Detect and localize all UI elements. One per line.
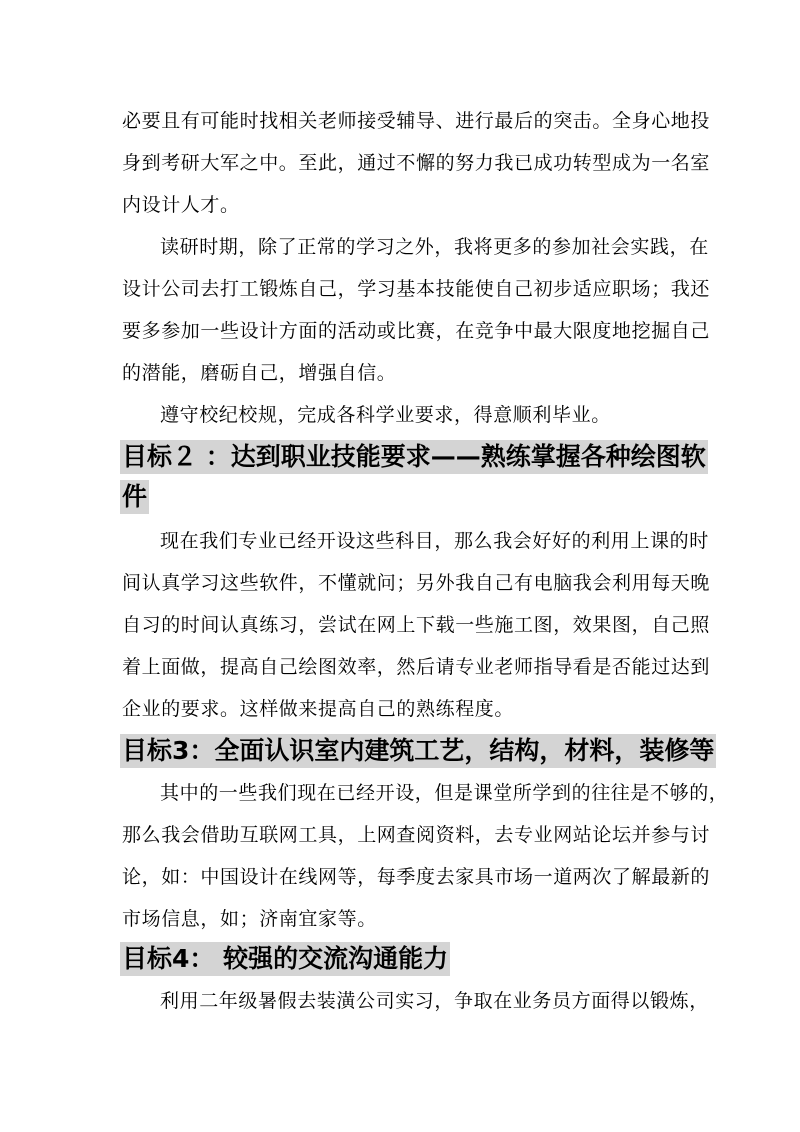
paragraph-line: 必要且有可能时找相关老师接受辅导、进行最后的突击。全身心地投 [122, 110, 711, 132]
paragraph-line: 读研时期，除了正常的学习之外，我将更多的参加社会实践，在 [160, 236, 709, 258]
paragraph-line: 其中的一些我们现在已经开设，但是课堂所学到的往往是不够的， [160, 782, 729, 804]
paragraph-line: 那么我会借助互联网工具，上网查阅资料，去专业网站论坛并参与讨 [122, 824, 711, 846]
paragraph-line: 企业的要求。这样做来提高自己的熟练程度。 [122, 698, 515, 720]
paragraph-line: 间认真学习这些软件，不懂就问；另外我自己有电脑我会利用每天晚 [122, 572, 711, 594]
paragraph-line: 着上面做，提高自己绘图效率，然后请专业老师指导看是否能过达到 [122, 656, 711, 678]
goal-3-heading: 目标3：全面认识室内建筑工艺，结构，材料，装修等 [120, 734, 716, 768]
paragraph-line: 自习的时间认真练习，尝试在网上下载一些施工图，效果图，自己照 [122, 614, 711, 636]
paragraph-line: 内设计人才。 [122, 194, 240, 216]
paragraph-line: 利用二年级暑假去装潢公司实习，争取在业务员方面得以锻炼， [160, 990, 709, 1012]
goal-4-heading: 目标4： 较强的交流沟通能力 [120, 942, 450, 976]
paragraph-line: 市场信息，如；济南宜家等。 [122, 908, 377, 930]
paragraph-line: 要多参加一些设计方面的活动或比赛，在竞争中最大限度地挖掘自己 [122, 320, 711, 342]
paragraph-line: 身到考研大军之中。至此，通过不懈的努力我已成功转型成为一名室 [122, 152, 711, 174]
paragraph-line: 论，如：中国设计在线网等，每季度去家具市场一道两次了解最新的 [122, 866, 711, 888]
paragraph-line: 设计公司去打工锻炼自己，学习基本技能使自己初步适应职场；我还 [122, 278, 711, 300]
goal-2-heading: 目标２ ：达到职业技能要求——熟练掌握各种绘图软 [120, 440, 708, 474]
goal-2-heading-continued: 件 [120, 480, 149, 514]
paragraph-line: 现在我们专业已经开设这些科目，那么我会好好的利用上课的时 [160, 530, 709, 552]
paragraph-line: 的潜能，磨砺自己，增强自信。 [122, 362, 397, 384]
paragraph-line: 遵守校纪校规，完成各科学业要求，得意顺利毕业。 [160, 404, 611, 426]
